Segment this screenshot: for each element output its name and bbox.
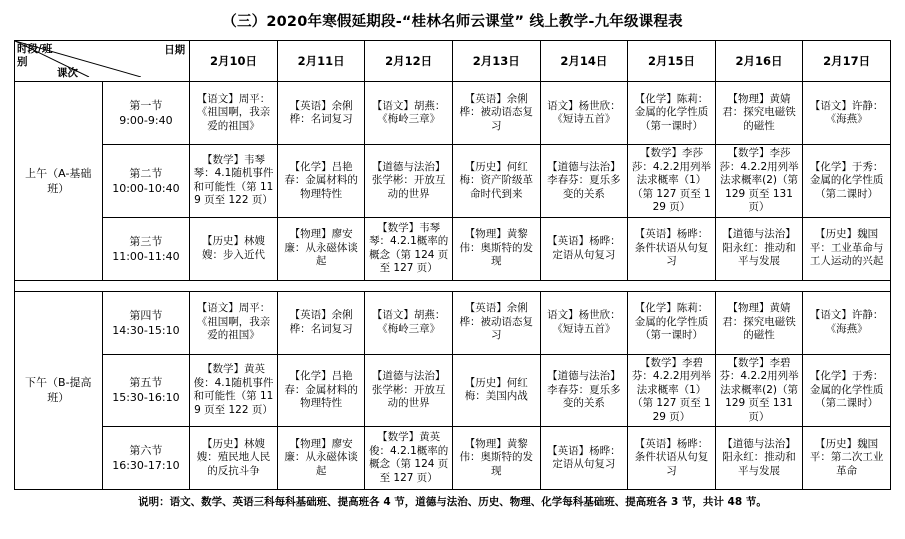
table-row	[15, 145, 891, 218]
course-cell: 【物理】黄黎伟：奥斯特的发现	[452, 427, 540, 490]
session-name: 第五节	[129, 376, 163, 390]
table-row	[15, 82, 891, 145]
course-cell: 【历史】何红梅：资产阶级革命时代到来	[452, 145, 540, 218]
block-label-morning: 上午（A-基础班）	[15, 82, 103, 281]
course-cell: 【道德与法治】李春芬：夏乐多变的关系	[540, 145, 628, 218]
session-name: 第六节	[129, 444, 163, 457]
course-cell: 【物理】廖安廉：从永磁体谈起	[277, 427, 365, 490]
course-cell: 【化学】吕艳春：金属材料的物理特性	[277, 145, 365, 218]
session-name: 第一节	[129, 99, 163, 112]
course-cell: 【历史】魏国平：工业革命与工人运动的兴起	[803, 217, 891, 280]
day-header: 2月14日	[540, 41, 628, 82]
day-header: 2月16日	[715, 41, 803, 82]
footer-note-text: 语文、数学、英语三科每科基础班、提高班各 4 节，道德与法治、历史、物理、化学每科基础班、提高班各 3 节，共计 48 节。	[169, 496, 767, 508]
course-cell: 【历史】何红梅：美国内战	[452, 354, 540, 427]
day-header: 2月12日	[365, 41, 453, 82]
course-cell: 【英语】杨晔：定语从句复习	[540, 217, 628, 280]
footer-note	[14, 495, 891, 510]
day-header: 2月15日	[628, 41, 716, 82]
course-cell: 【历史】林嫂嫂：殖民地人民的反抗斗争	[190, 427, 278, 490]
course-cell: 【物理】黄婧君：探究电磁铁的磁性	[715, 291, 803, 354]
course-cell: 【物理】廖安廉：从永磁体谈起	[277, 217, 365, 280]
session-name: 第四节	[129, 308, 163, 322]
course-cell: 【英语】杨晔：定语从句复习	[540, 427, 628, 490]
course-cell: 【物理】黄黎伟：奥斯特的发现	[452, 217, 540, 280]
page-title: （三）2020年寒假延期段-“桂林名师云课堂” 线上教学-九年级课程表	[222, 14, 683, 30]
corner-label-period: 时段/班别	[17, 43, 53, 68]
course-cell: 【英语】余俐桦：名词复习	[277, 291, 365, 354]
course-cell: 语文】杨世欣：《短诗五首》	[540, 82, 628, 145]
course-cell: 【英语】杨晔：条件状语从句复习	[628, 217, 716, 280]
course-cell: 【语文】周平：《祖国啊，我亲爱的祖国》	[190, 82, 278, 145]
table-row	[15, 217, 891, 280]
course-cell: 【道德与法治】阳永红：推动和平与发展	[715, 217, 803, 280]
session-time: 11:00-11:40	[112, 249, 180, 263]
course-cell: 【数学】李莎莎：4.2.2用列举法求概率（1）（第 127 页至 129 页）	[628, 145, 716, 218]
table-row	[15, 354, 891, 427]
day-header: 2月10日	[190, 41, 278, 82]
course-cell: 【道德与法治】张学彬：开放互动的世界	[365, 354, 453, 427]
course-cell: 【化学】于秀：金属的化学性质（第二课时）	[803, 354, 891, 427]
course-cell: 【语文】许静：《海燕》	[803, 291, 891, 354]
course-cell: 语文】杨世欣：《短诗五首》	[540, 291, 628, 354]
course-cell: 【数学】李碧芬：4.2.2用列举法求概率（1）（第 127 页至 129 页）	[628, 354, 716, 427]
course-cell: 【历史】林嫂嫂：步入近代	[190, 217, 278, 280]
block-separator-row	[15, 280, 891, 291]
session-cell	[102, 427, 190, 490]
session-time: 10:00-10:40	[112, 181, 180, 195]
course-cell: 【英语】余俐桦：名词复习	[277, 82, 365, 145]
session-name: 第二节	[129, 166, 163, 180]
course-cell: 【道德与法治】李春芬：夏乐多变的关系	[540, 354, 628, 427]
course-cell: 【英语】余俐桦：被动语态复习	[452, 291, 540, 354]
session-time: 9:00-9:40	[119, 114, 173, 127]
session-time: 14:30-15:10	[112, 323, 180, 337]
day-header: 2月11日	[277, 41, 365, 82]
session-time: 16:30-17:10	[112, 459, 180, 472]
block-label-afternoon: 下午（B-提高班）	[15, 291, 103, 490]
course-cell: 【英语】余俐桦：被动语态复习	[452, 82, 540, 145]
course-cell: 【化学】陈莉：金属的化学性质（第一课时）	[628, 82, 716, 145]
course-cell: 【数学】黄英俊：4.1随机事件和可能性（第 119 页至 122 页）	[190, 354, 278, 427]
course-cell: 【数学】李碧芬：4.2.2用列举法求概率(2)（第 129 页至 131 页）	[715, 354, 803, 427]
session-cell	[102, 291, 190, 354]
corner-label-session: 课次	[57, 67, 78, 79]
block-separator-cell	[15, 280, 891, 291]
course-cell: 【物理】黄婧君：探究电磁铁的磁性	[715, 82, 803, 145]
course-cell: 【语文】胡燕：《梅岭三章》	[365, 291, 453, 354]
session-cell	[102, 82, 190, 145]
course-cell: 【语文】许静：《海燕》	[803, 82, 891, 145]
course-cell: 【数学】李莎莎：4.2.2用列举法求概率(2)（第 129 页至 131 页）	[715, 145, 803, 218]
corner-header-cell	[15, 41, 190, 82]
course-cell: 【道德与法治】阳永红：推动和平与发展	[715, 427, 803, 490]
course-cell: 【历史】魏国平：第二次工业革命	[803, 427, 891, 490]
table-row	[15, 291, 891, 354]
course-cell: 【语文】周平：《祖国啊，我亲爱的祖国》	[190, 291, 278, 354]
session-cell	[102, 145, 190, 218]
schedule-table	[14, 40, 891, 490]
course-cell: 【数学】黄英俊：4.2.1概率的概念（第 124 页至 127 页）	[365, 427, 453, 490]
course-cell: 【化学】陈莉：金属的化学性质（第一课时）	[628, 291, 716, 354]
session-cell	[102, 217, 190, 280]
course-cell: 【化学】于秀：金属的化学性质（第二课时）	[803, 145, 891, 218]
day-header: 2月17日	[803, 41, 891, 82]
course-cell: 【数学】韦琴琴：4.2.1概率的概念（第 124 页至 127 页）	[365, 217, 453, 280]
course-cell: 【道德与法治】张学彬：开放互动的世界	[365, 145, 453, 218]
corner-label-date: 日期	[164, 44, 186, 56]
session-cell	[102, 354, 190, 427]
table-row	[15, 427, 891, 490]
session-time: 15:30-16:10	[112, 391, 180, 405]
day-header: 2月13日	[452, 41, 540, 82]
session-name: 第三节	[129, 234, 163, 248]
table-header-row	[15, 41, 891, 82]
course-cell: 【语文】胡燕：《梅岭三章》	[365, 82, 453, 145]
footer-note-label: 说明：	[138, 496, 170, 508]
course-cell: 【英语】杨晔：条件状语从句复习	[628, 427, 716, 490]
course-cell: 【数学】韦琴琴：4.1随机事件和可能性（第 119 页至 122 页）	[190, 145, 278, 218]
course-cell: 【化学】吕艳春：金属材料的物理特性	[277, 354, 365, 427]
